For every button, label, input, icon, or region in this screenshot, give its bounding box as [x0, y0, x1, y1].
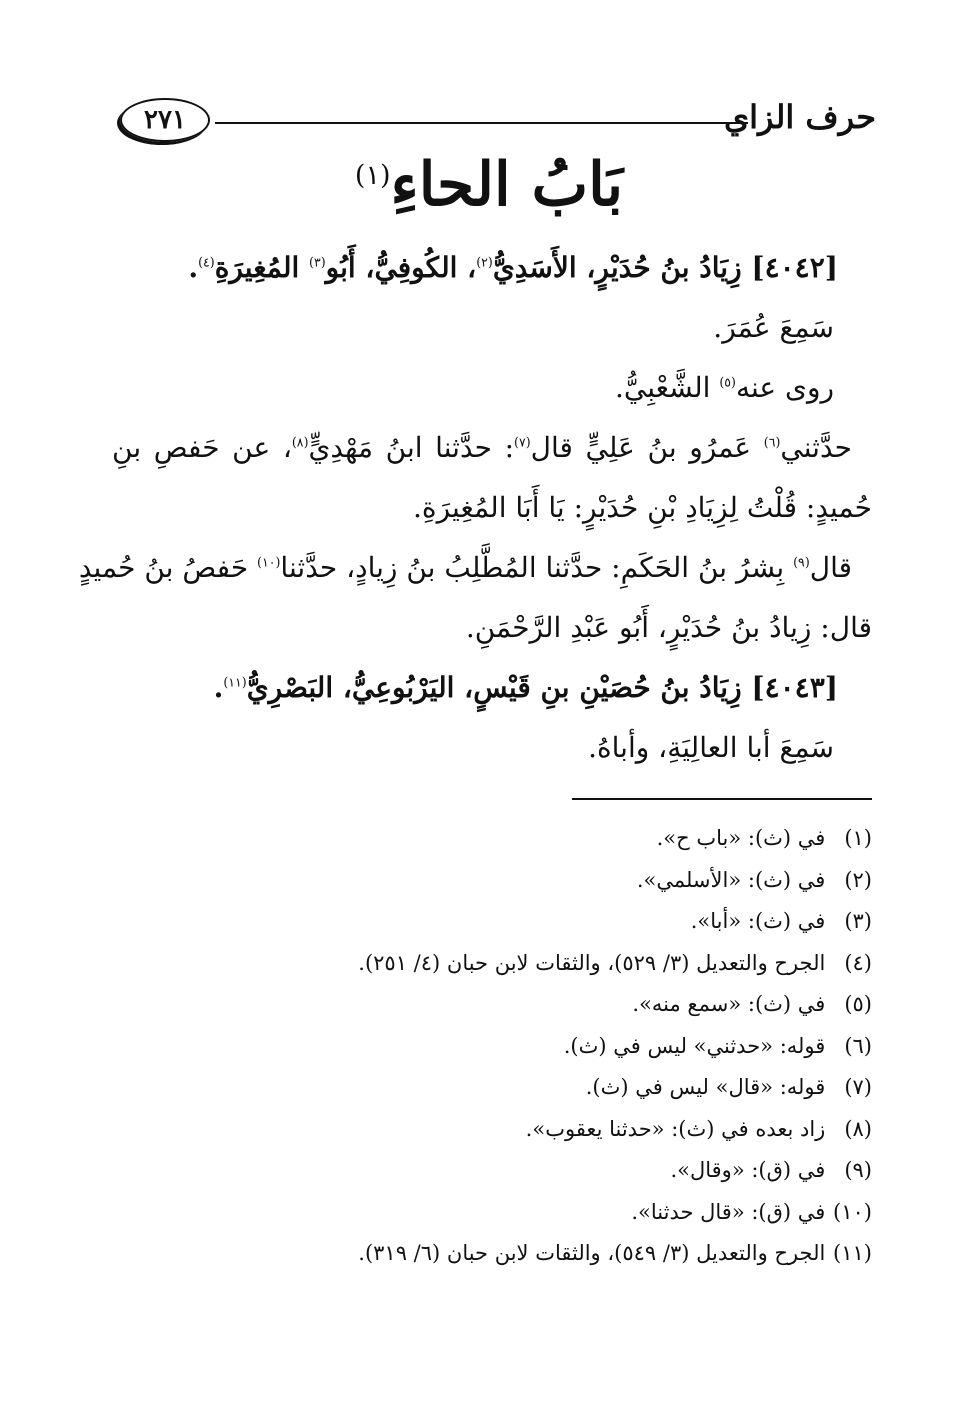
- footnote-ref: (٢): [476, 254, 493, 270]
- footnote-number: (١٠): [833, 1199, 872, 1224]
- main-text: [78, 238, 872, 778]
- footnote-item: [112, 1233, 872, 1275]
- footnote-text: الجرح والتعديل (٣/ ٥٤٩)، والثقات لابن حبان (٦/ ٣١٩).: [358, 1241, 832, 1265]
- text-line: [112, 418, 872, 478]
- text-line: [112, 298, 872, 358]
- footnote-text: في (ق): «قال حدثنا».: [631, 1199, 832, 1224]
- text-line: [112, 478, 872, 538]
- text-run: حُميدٍ: قُلْتُ لِزِيَادِ بْنِ حُدَيْرٍ: يَا أَبَا المُغِيرَةِ.: [413, 491, 872, 524]
- footnote-ref: (٣): [309, 254, 326, 270]
- chapter-heading: [0, 150, 978, 220]
- text-run: قال: [809, 551, 852, 584]
- text-run: روى عنه: [735, 371, 834, 404]
- text-run: قال: زِيادُ بنُ حُدَيْرٍ، أَبُو عَبْدِ الرَّحْمَنِ.: [465, 611, 872, 644]
- footnote-item: [112, 1109, 872, 1151]
- footnote-number: (٥): [844, 992, 872, 1016]
- footnote-ref: (٩): [793, 554, 810, 570]
- footnote-separator: [572, 798, 872, 800]
- footnote-item: [112, 1026, 872, 1068]
- text-run: حدَّثني: [780, 431, 852, 464]
- footnote-number: (٢): [844, 867, 872, 892]
- footnote-text: في (ث): «سمع منه».: [632, 992, 832, 1016]
- page-number-badge: ٢٧١: [120, 98, 210, 142]
- footnote-ref: (٧): [514, 434, 531, 450]
- footnote-item: [112, 818, 872, 860]
- text-run: سَمِعَ عُمَرَ.: [713, 311, 834, 344]
- footnote-ref: (١٠): [257, 554, 281, 570]
- footnote-text: قوله: «قال» ليس في (ث).: [585, 1075, 832, 1099]
- footnote-item: [112, 984, 872, 1026]
- text-line: [112, 358, 872, 418]
- footnote-text: زاد بعده في (ث): «حدثنا يعقوب».: [525, 1116, 832, 1141]
- footnote-item: [112, 860, 872, 902]
- footnote-item: [112, 901, 872, 943]
- entry-heading-line: [112, 238, 872, 298]
- footnote-item: [112, 1192, 872, 1234]
- footnote-ref: (٨): [291, 434, 309, 450]
- footnote-number: (٧): [844, 1075, 872, 1099]
- footnote-text: قوله: «حدثني» ليس في (ث).: [563, 1033, 832, 1058]
- text-line: [112, 718, 872, 778]
- text-run: .: [188, 251, 199, 284]
- footnote-item: [112, 943, 872, 985]
- text-run: بِشرُ بنُ الحَكَمِ: حدَّثنا المُطَّلِبُ بنُ زِيادٍ، حدَّثنا: [280, 551, 794, 584]
- footnote-ref: (١): [354, 160, 391, 191]
- footnote-item: [112, 1067, 872, 1109]
- footnote-ref: (٥): [719, 374, 736, 390]
- text-run: سَمِعَ أبا العالِيَةِ، وأباهُ.: [588, 731, 834, 764]
- entry-heading-line: [112, 658, 872, 718]
- text-line: [78, 538, 872, 598]
- chapter-title: بَابُ الحاءِ: [390, 150, 624, 220]
- running-header: [120, 92, 876, 152]
- footnotes: [112, 818, 872, 1275]
- text-run: : حدَّثنا ابنُ مَهْدِيٍّ: [308, 431, 515, 464]
- footnote-item: [112, 1150, 872, 1192]
- footnote-text: في (ث): «أبا».: [690, 909, 832, 933]
- text-run: .: [213, 671, 224, 704]
- footnote-ref: (٦): [763, 434, 781, 450]
- footnote-number: (١١): [833, 1241, 872, 1265]
- text-run: ، عن حَفصِ بنِ: [112, 431, 292, 464]
- text-run: المُغِيرَةِ: [214, 251, 310, 284]
- text-run: ، الكُوفِيُّ، أَبُو: [325, 251, 477, 284]
- footnote-text: في (ق): «وقال».: [670, 1158, 832, 1182]
- text-run: الشَّعْبِيُّ.: [614, 371, 720, 404]
- text-line: [112, 598, 872, 658]
- footnote-number: (٦): [844, 1033, 872, 1058]
- footnote-ref: (١١): [223, 674, 247, 690]
- footnote-number: (٣): [844, 909, 872, 933]
- text-run: حَفصُ بنُ حُميدٍ: [78, 551, 258, 584]
- footnote-number: (٨): [844, 1116, 872, 1141]
- footnote-ref: (٤): [198, 254, 215, 270]
- running-title: حرف الزاي: [724, 98, 876, 136]
- footnote-text: الجرح والتعديل (٣/ ٥٢٩)، والثقات لابن حبان (٤/ ٢٥١).: [358, 950, 832, 975]
- text-run: [٤٠٤٣] زِيَادُ بنُ حُصَيْنِ بنِ قَيْسٍ، اليَرْبُوعِيُّ، البَصْرِيُّ: [246, 671, 838, 704]
- text-run: عَمرُو بنُ عَلِيٍّ قال: [530, 431, 764, 464]
- footnote-text: في (ث): «الأسلمي».: [636, 867, 832, 892]
- text-run: [٤٠٤٢] زِيَادُ بنُ حُدَيْرٍ، الأَسَدِيُّ: [492, 251, 838, 284]
- header-rule: [215, 122, 748, 124]
- footnote-text: في (ث): «باب ح».: [656, 826, 832, 850]
- footnote-number: (١): [844, 826, 872, 850]
- footnote-number: (٤): [844, 950, 872, 975]
- footnote-number: (٩): [844, 1158, 872, 1182]
